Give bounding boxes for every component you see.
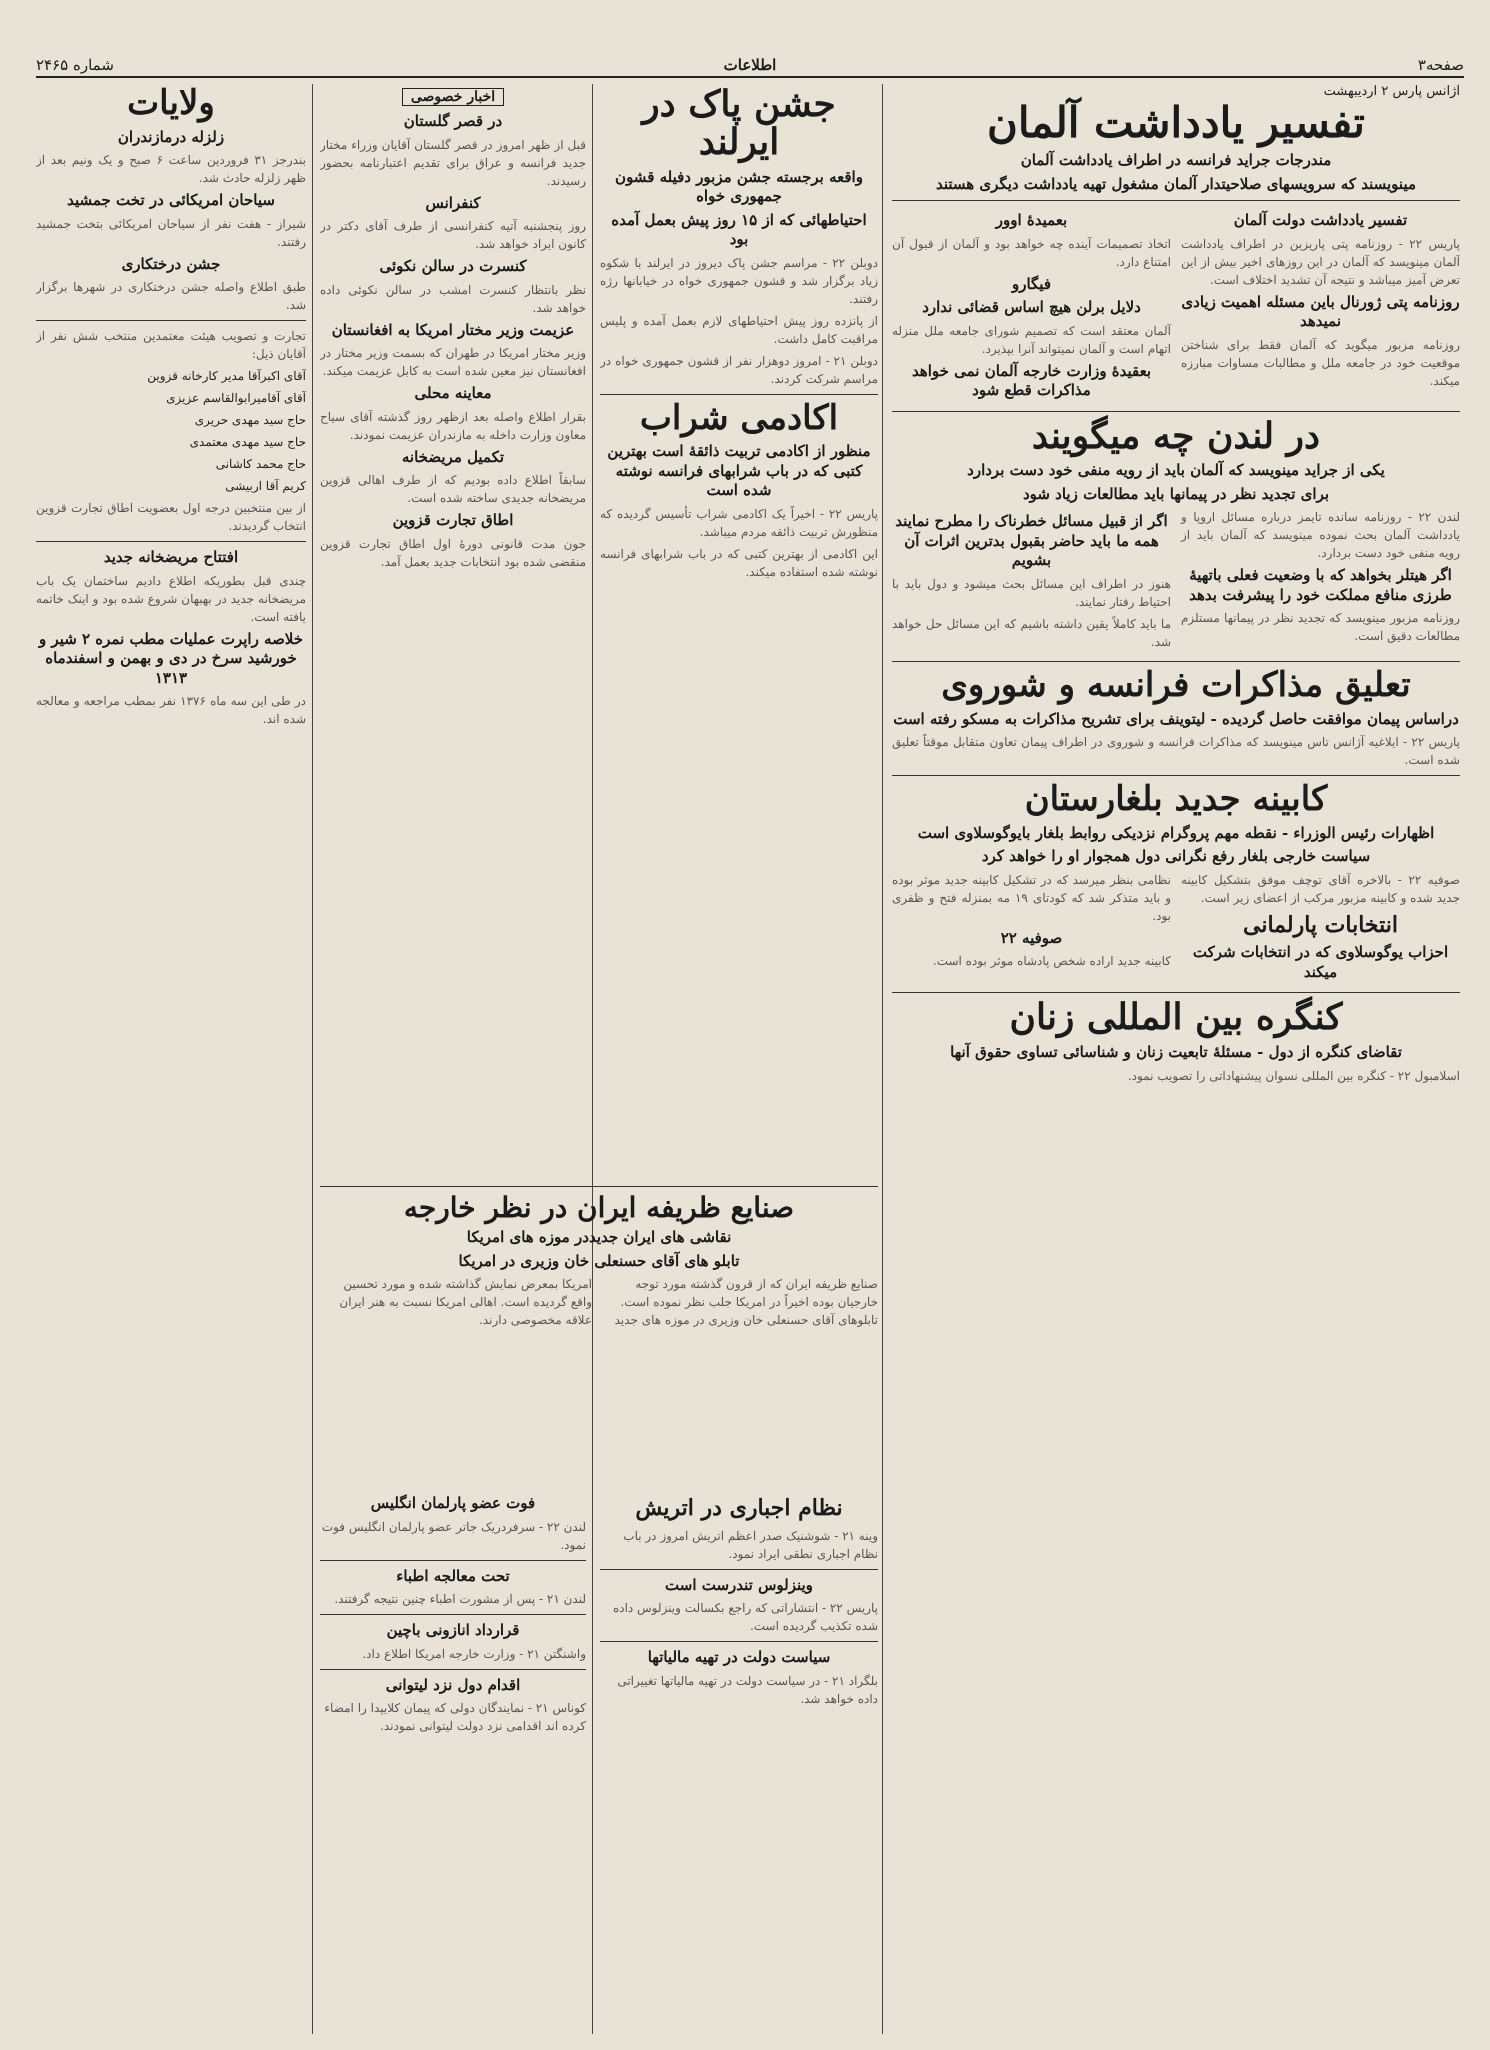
subheadline: احتیاطهائی که از ۱۵ روز پیش بعمل آمده بود — [611, 210, 867, 249]
headline-london: در لندن چه میگویند — [1031, 414, 1321, 457]
subheadline: نقاشی های ایران جدیددر موزه های امریکا — [466, 1228, 732, 1247]
subheadline: تقاضای کنگره از دول - مسئلهٔ تابعیت زنان و شناسائی تساوی حقوق آنها — [950, 1043, 1402, 1062]
subheadline: عزیمت وزیر مختار امریکا به افغانستان — [331, 320, 575, 339]
dateline: لندن ۲۲ — [546, 1519, 586, 1534]
subheadline: روزنامه پتی ژورنال باین مسئله اهمیت زیادی نمیدهد — [1181, 292, 1460, 331]
page-number: صفحه۳ — [1417, 56, 1464, 74]
subheadline: دلایل برلن هیچ اساس قضائی ندارد — [922, 298, 1141, 317]
dateline: کوناس ۲۱ — [535, 1701, 586, 1715]
headline-women-congress: کنگره بین المللی زنان — [1009, 996, 1343, 1039]
dateline: پاریس ۲۲ — [829, 1601, 878, 1616]
agency-label: آژانس پارس — [1392, 84, 1460, 99]
subheadline: منظور از اکادمی تربیت ذائقهٔ است بهترین کتبی که در باب شرابهای فرانسه نوشته شده است — [607, 442, 871, 500]
subheadline: اظهارات رئیس الوزراء - نقطه مهم پروگرام نزدیکی روابط بلغار بایوگوسلاوی است — [917, 823, 1435, 842]
subheadline: اطاق تجارت قزوین — [392, 511, 514, 529]
subheadline: خلاصه راپرت عملیات مطب نمره ۲ شیر و خورشید سرخ در دی و بهمن و اسفندماه ۱۳۱۳ — [38, 629, 304, 687]
subheadline: تفسیر یادداشت دولت آلمان — [1233, 211, 1408, 230]
subheadline: قرارداد انازونی باچین — [386, 1621, 520, 1639]
issue-number: شماره ۲۴۶۵ — [36, 56, 114, 74]
subheadline: فیگارو — [1011, 274, 1052, 293]
subheadline: واقعه برجسته جشن مزبور دفیله قشون جمهوری خواه — [615, 167, 863, 206]
headline-bulgaria-cabinet: کابینه جدید بلغارستان — [1024, 779, 1328, 820]
subheadline: سیاحان امریکائی در تخت جمشید — [67, 191, 275, 210]
subheadline: تحت معالجه اطباء — [396, 1566, 510, 1585]
headline-provinces: ولایات — [127, 84, 215, 123]
name-item: آقای اکبرآقا مدیر کارخانه قزوین — [147, 369, 306, 384]
subheadline: تکمیل مریضخانه — [401, 447, 505, 466]
subheadline: اگر از قبیل مسائل خطرناک را مطرح نمایند همه ما باید حاضر بقبول بدترین اثرات آن بشویم — [895, 512, 1168, 570]
column-left: ولایات زلزله درمازندران بندرجز ۳۱ فروردین ساعت ۶ صبح و یک ونیم بعد از ظهر زلزله حادث شد. سیاحان امریکائی در تخت جمشید شیراز - هفت نفر از سیاحان امریکائی بتخت جمشید رفتند. جشن درختکاری طبق اطلاع واصله جشن درختکاری در شهرها برگزار شد. تجارت و تصویب هیئت معتمدین منتخب شش نفر از آقایان ذیل: آقای اکبرآقا مدیر کارخانه قزوین آقای آقامیرابوالقاسم عزیزی حاج سید مهدی حریری حاج سید مهدی معتمدی حاج محمد کاشانی کریم آقا اربیشی از بین منتخبین درجه اول بعضویت اطاق تجارت قزوین انتخاب گردیدند. افتتاح مریضخانه جدید چندی قبل بطوریکه اطلاع دادیم ساختمان یک باب مریضخانه جدید در بهبهان شروع شده بود و اینک خاتمه یافته است. خلاصه راپرت عملیات مطب نمره ۲ شیر و خورشید سرخ در دی و بهمن و اسفندماه ۱۳۱۳ در طی این سه ماه ۱۳۷۶ نفر بمطب مراجعه و معالجه شده اند. — [36, 84, 306, 727]
paper-name: اطلاعات — [723, 56, 777, 74]
private-news-label: اخبار خصوصی — [402, 88, 504, 106]
subheadline: دراساس پیمان موافقت حاصل گردیده - لیتوینف برای تشریح مذاکرات به مسکو رفته است — [893, 709, 1459, 728]
dateline: لندن ۲۱ — [546, 1592, 586, 1606]
headline-wine-academy: اکادمی شراب — [639, 397, 839, 438]
name-item: آقای آقامیرابوالقاسم عزیزی — [166, 391, 306, 406]
column-third: اخبار خصوصی در قصر گلستان قبل از ظهر امروز در قصر گلستان آقایان وزراء مختار جدید فرانسه و عراق برای تقدیم اعتبارنامه بحضور رسیدند. کنفرانس روز پنجشنبه آتیه کنفرانسی از طرف آقای دکتر در کانون ایراد خواهد شد. کنسرت در سالن نکوئی نظر بانتظار کنسرت امشب در سالن نکوئی داده خواهد شد. عزیمت وزیر مختار امریکا به افغانستان وزیر مختار امریکا در طهران که بسمت وزیر مختار در افغانستان نیز معین شده است به کابل عزیمت میکند. معاینه محلی بقرار اطلاع واصله بعد ازظهر روز گذشته آقای سیاح معاون وزارت داخله به مازندران عزیمت نمودند. تکمیل مریضخانه سابقاً اطلاع داده بودیم که از طرف اهالی قزوین مریضخانه جدیدی ساخته شده است. اطاق تجارت قزوین جون مدت قانونی دورهٔ اول اطاق تجارت قزوین منقضی شده بود انتخابات جدید بعمل آمد. — [320, 89, 586, 569]
dateline: واشنگتن ۲۱ — [527, 1646, 586, 1661]
subheadline: برای تجدید نظر در پیمانها باید مطالعات زیاد شود — [1022, 484, 1330, 503]
lower-column-second: نظام اجباری در اتریش وینه ۲۱ - شوشنیک صدر اعظم اتریش امروز در باب نظام اجباری نطقی ایراد نمود. وینزلوس تندرست است پاریس ۲۲ - انتشاراتی که راجع بکسالت وینزلوس داده شده تکذیب گردیده است. سیاست دولت در تهیه مالیاتها بلگراد ۲۱ - در سیاست دولت در تهیه مالیاتها تغییراتی داده خواهد شد. — [600, 1490, 878, 2050]
headline-persian-art: صنایع ظریفه ایران در نظر خارجه — [403, 1191, 795, 1224]
headline-german-note: تفسیر یادداشت آلمان — [987, 98, 1365, 147]
date-label: ۲ اردیبهشت — [1323, 84, 1389, 99]
dateline: وینه ۲۱ — [842, 1528, 878, 1543]
column-right: آژانس پارس ۲ اردیبهشت تفسیر یادداشت آلمان مندرجات جراید فرانسه در اطراف یادداشت آلمان مینویسند که سرویسهای صلاحیتدار آلمان مشغول تهیه یادداشت دیگری هستند تفسیر یادداشت دولت آلمان پاریس ۲۲ - روزنامه پتی پاریزین در اطراف یادداشت آلمان مینویسد که آلمان در این روزهای اخیر بیش از این تعرض آمیز میباشد و نتیجه آن تشدید اختلاف است. روزنامه پتی ژورنال باین مسئله اهمیت زیادی نمیدهد روزنامه مزبور میگوید که آلمان فقط برای شناختن موقعیت خود در جامعه ملل و مطالبات مساوات مبارزه میکند. بعمیدهٔ اوور اتخاذ تصمیمات آینده چه خواهد بود و آلمان از قبول آن امتناع دارد. فیگارو دلایل برلن هیچ اساس قضائی ندارد آلمان معتقد است که تصمیم شورای جامعه ملل منزله اتهام است و آلمان نمیتواند آنرا بپذیرد. بعقیدهٔ وزارت خارجه آلمان نمی خواهد مذاکرات قطع شود در لندن چه میگویند یکی از جراید مینویسد که آلمان باید از رویه منفی خود دست بردارد برای تجدید نظر در پیمانها باید مطالعات زیاد شود لندن ۲۲ - روزنامه سانده تایمز درباره مسائل اروپا و یادداشت آلمان بحث نموده مینویسد که آلمان باید از رویه منفی خود دست بردارد. اگر هیتلر بخواهد که با وضعیت فعلی باتهیهٔ طرزی منافع مملکت خود را پیشرفت بدهد روزنامه مزبور مینویسد که تجدید نظر در پیمانها مستلزم مطالعات دقیق است. اگر از قبیل مسائل خطرناک را مطرح نمایند همه ما باید حاضر بقبول بدترین اثرات آن بشویم هنوز در اطراف این مسائل بحث میشود و دول باید با احتیاط رفتار نمایند. ما باید کاملاً یقین داشته باشیم که این مسائل حل خواهد شد. تعلیق مذاکرات فرانسه و شوروی دراساس پیمان موافقت حاصل گردیده - لیتوینف برای تشریح مذاکرات به مسکو رفته است پاریس ۲۲ - ایلاغیه آژانس تاس مینویسد که مذاکرات فرانسه و شوروی در اطراف پیمان تعاون متقابل موقتاً تعلیق شده است. کابینه جدید بلغارستان اظهارات رئیس الوزراء - نقطه مهم پروگرام نزدیکی روابط بلغار بایوگوسلاوی است سیاست خارجی بلغار رفع نگرانی دول همجوار او را خواهد کرد صوفیه ۲۲ - بالاخره آقای توچف موفق بتشکیل کابینه جدید شده و کابینه مزبور مرکب از اعضای زیر است. انتخابات پارلمانی احزاب یوگوسلاوی که در انتخابات شرکت میکند نظامی بنظر میرسد که در تشکیل کابینه جدید موثر بوده و باید متذکر شد که کودتای ۱۹ مه بمنزله فتح و ظفری بود. صوفیه ۲۲ کابینه جدید اراده شخص پادشاه موثر بوده است. کنگره بین المللی زنان تقاضای کنگره از دول - مسئلهٔ تابعیت زنان و شناسائی تساوی حقوق آنها اسلامبول ۲۲ - کنگره بین المللی نسوان پیشنهاداتی را تصویب نمود. — [892, 84, 1460, 1083]
subheadline: اقدام دول نزد لیتوانی — [385, 1675, 521, 1694]
subheadline: در قصر گلستان — [403, 112, 503, 130]
dateline: پاریس ۲۲ — [828, 506, 878, 521]
subheadline: افتتاح مریضخانه جدید — [103, 548, 239, 567]
subheadline: فوت عضو پارلمان انگلیس — [370, 1494, 536, 1512]
subheadline: بعقیدهٔ وزارت خارجه آلمان نمی خواهد مذاکرات قطع شود — [911, 361, 1152, 400]
headline-france-soviet: تعلیق مذاکرات فرانسه و شوروی — [941, 664, 1411, 705]
name-item: حاج سید مهدی حریری — [194, 413, 306, 428]
subheadline: جشن درختکاری — [121, 254, 221, 273]
subheadline: معاینه محلی — [414, 384, 492, 402]
column-rule — [592, 84, 593, 2034]
subheadline: وینزلوس تندرست است — [665, 1575, 813, 1594]
name-item: حاج محمد کاشانی — [215, 457, 306, 472]
lower-column-third: فوت عضو پارلمان انگلیس لندن ۲۲ - سرفردریک جاتر عضو پارلمان انگلیس فوت نمود. تحت معالجه اطباء لندن ۲۱ - پس از مشورت اطباء چنین نتیجه گرفتند. قرارداد انازونی باچین واشنگتن ۲۱ - وزارت خارجه امریکا اطلاع داد. اقدام دول نزد لیتوانی کوناس ۲۱ - نمایندگان دولی که پیمان کلایپدا را امضاء کرده اند اقدامی نزد دولت لیتوانی نمودند. — [321, 1494, 586, 1733]
subheadline: زلزله درمازندران — [117, 127, 225, 146]
subheadline: کنسرت در سالن نکوئی — [379, 257, 527, 275]
subheadline: مینویسند که سرویسهای صلاحیتدار آلمان مشغول تهیه یادداشت دیگری هستند — [935, 174, 1417, 193]
subheadline: یکی از جراید مینویسد که آلمان باید از رویه منفی خود دست بردارد — [967, 461, 1385, 480]
dateline: دوبلن ۲۲ — [832, 255, 878, 270]
column-second: جشن پاک در ایرلند واقعه برجسته جشن مزبور دفیله قشون جمهوری خواه احتیاطهائی که از ۱۵ روز پیش بعمل آمده بود دوبلن ۲۲ - مراسم جشن پاک دیروز در ایرلند با شکوه زیاد برگزار شد و قشون جمهوری خواه در خیابانها رژه رفتند. از پانزده روز پیش احتیاطهای لازم بعمل آمده و پلیس مراقبت کامل داشت. دوبلن ۲۱ - امروز دوهزار نفر از قشون جمهوری خواه در مراسم شرکت کردند. اکادمی شراب منظور از اکادمی تربیت ذائقهٔ است بهترین کتبی که در باب شرابهای فرانسه نوشته شده است پاریس ۲۲ - اخیراً یک اکادمی شراب تأسیس گردیده که منظورش تربیت ذائقه مردم میباشد. این اکادمی از بهترین کتبی که در باب شرابهای فرانسه نوشته شده استفاده میکند. — [600, 84, 878, 579]
subheadline: اگر هیتلر بخواهد که با وضعیت فعلی باتهیهٔ طرزی منافع مملکت خود را پیشرفت بدهد — [1189, 566, 1452, 604]
column-rule — [882, 84, 883, 2034]
column-rule — [312, 84, 313, 2034]
headline-ireland: جشن پاک در ایرلند — [642, 84, 836, 163]
subheadline: سیاست خارجی بلغار رفع نگرانی دول همجوار او را خواهد کرد — [981, 847, 1371, 866]
name-item: حاج سید مهدی معتمدی — [189, 435, 306, 450]
subheadline: مندرجات جراید فرانسه در اطراف یادداشت آلمان — [1020, 151, 1332, 170]
subheadline: تابلو های آقای حسنعلی خان وزیری در امریکا — [458, 1251, 740, 1270]
subheadline: بعمیدهٔ اوور — [995, 211, 1068, 230]
subheadline: احزاب یوگوسلاوی که در انتخابات شرکت میکند — [1192, 943, 1449, 981]
headline-elections: انتخابات پارلمانی — [1242, 911, 1398, 938]
dateline: بلگراد ۲۱ — [832, 1673, 878, 1688]
section-persian-art: صنایع ظریفه ایران در نظر خارجه نقاشی های ایران جدیددر موزه های امریکا تابلو های آقای حسنعلی خان وزیری در امریکا صنایع ظریفه ایران که از قرون گذشته مورد توجه خارجیان بوده اخیراً در امریکا جلب نظر نموده است. تابلوهای آقای حسنعلی خان وزیری در موزه های جدید امریکا بمعرض نمایش گذاشته شده و مورد تحسین واقع گردیده است. اهالی امریکا نسبت به هنر ایران علاقه مخصوصی دارند. — [320, 1180, 878, 1480]
subheadline: سیاست دولت در تهیه مالیاتها — [647, 1648, 831, 1667]
headline-austria-conscription: نظام اجباری در اتریش — [635, 1495, 843, 1521]
name-item: کریم آقا اربیشی — [225, 479, 306, 494]
masthead — [36, 56, 1464, 78]
subheadline: کنفرانس — [425, 193, 481, 212]
subheadline: صوفیه ۲۲ — [1000, 928, 1063, 947]
